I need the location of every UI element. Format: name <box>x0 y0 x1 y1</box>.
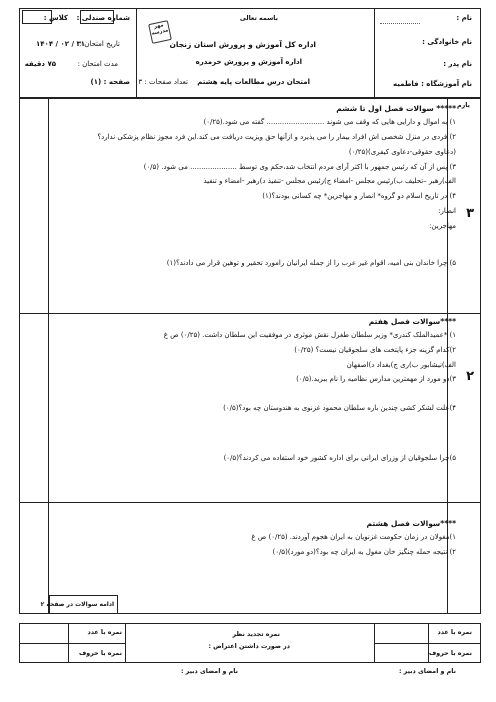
left-margin-divider <box>48 98 49 614</box>
page-label: صفحه : (۱) <box>90 78 130 86</box>
date-label: تاریخ امتحان : <box>79 40 120 48</box>
section2-options: الف)نیشابور ب)ری ج)بغداد د)اصفهان <box>346 361 456 369</box>
exam-title: امتحان درس مطالعات پایه هشتم <box>197 78 310 86</box>
section2-score: ۲ <box>466 369 474 384</box>
org-line2: اداره آموزش و پرورش خرمدره <box>195 58 302 66</box>
section3-heading: ****سوالات فصل هشتم <box>366 519 456 528</box>
section1-line-3: (دعاوی حقوقی-دعاوی کیفری)(۰/۲۵) <box>348 148 456 156</box>
stamp-text: مهر مدرسه <box>151 22 169 37</box>
section1-heading: ***** سوالات فصل اول تا ششم <box>336 104 456 113</box>
section2-line-4: ۴)علت لشکر کشی چندین باره سلطان محمود غزنوی به هندوستان چه بود؟(۰/۵) <box>223 404 456 412</box>
section1-ansar: انصار: <box>438 207 456 215</box>
class-label: کلاس : <box>43 14 68 22</box>
footer-right-sign: نام و امضای دبیر : <box>398 668 456 675</box>
name-label: نام : <box>456 14 472 22</box>
footer-vline-left <box>125 623 126 663</box>
footer-hline-left <box>19 643 125 644</box>
section1-line-4: ۳) پس از آن که رئیس جمهور با اکثر آرای مردم انتخاب شد،حکم وی توسط ..................... می شود. (۰/۵) <box>143 163 456 171</box>
footer-right-score-number: نمره با عدد <box>437 629 472 636</box>
bismillah: باسمه تعالی <box>239 15 278 22</box>
section1-line-1: ۱) به اموال و دارایی هایی که وقف می شوند .......................... گفته می شود.(۰/۲۵) <box>203 118 456 126</box>
duration-label: مدت امتحان : <box>77 60 118 68</box>
header-divider-left <box>136 8 137 98</box>
section2-divider <box>19 502 481 503</box>
section1-line-6: ۵) چرا خاندان بنی امیه، اقوام غیر عرب را از جمله ایرانیان رامورد تحقیر و توهین قرار می دادند؟(۱) <box>166 259 456 267</box>
section2-line-1: ۱) *عمیدالملک کندری* وزیر سلطان طغرل نقش موثری در موفقیت این سلطان داشت. (۰/۲۵) ص غ <box>163 331 456 339</box>
class-box[interactable] <box>22 10 52 24</box>
section3-line-2: ۲) نتیجه حمله چنگیز خان مغول به ایران چه بود؟(دو مورد)(۰/۵) <box>272 548 456 556</box>
section2-heading: ****سوالات فصل هفتم <box>368 317 456 326</box>
org-line1: اداره کل آموزش و پرورش استان زنجان <box>169 40 316 49</box>
score-column-header: بارم <box>457 102 470 109</box>
pages-label: تعداد صفحات : ۳ <box>138 78 188 86</box>
footer-review-note: در صورت داشتن اعتراض : <box>208 643 290 650</box>
footer-vline-left-inner <box>68 623 69 663</box>
section1-options: الف)رهبر –تحلیف ب)رئیس مجلس -امضاء ج)رئیس مجلس -تنفیذ د)رهبر -امضاء و تنفیذ <box>203 177 456 185</box>
section1-score: ۳ <box>466 206 474 221</box>
section1-line-5: ۴) در تاریخ اسلام دو گروه* انصار و مهاجرین* چه کسانی بودند؟(۱) <box>262 192 456 200</box>
section1-line-2: ۲) فردی در منزل شخصی اش افراد بیمار را می پذیرد و ازآنها حق ویزیت دریافت می کند.این فرد مجوز نظام پزشکی ندارد؟ <box>97 133 456 141</box>
section1-divider <box>19 313 481 314</box>
date-value: ۱۴۰۴ / ۰۲ / ۳۱ <box>36 40 86 48</box>
family-label: نام خانوادگی : <box>422 38 472 46</box>
section2-line-5: ۵)چرا سلجوقیان از وزرای ایرانی برای اداره کشور خود استفاده می کردند؟(۰/۵) <box>223 454 456 462</box>
name-field[interactable] <box>380 23 420 24</box>
footer-vline-right <box>374 623 375 663</box>
section3-line-1: ۱)مغولان در زمان حکومت غزنویان به ایران هجوم آوردند. (۰/۲۵) ص غ <box>251 533 456 541</box>
header-divider-right <box>374 8 375 98</box>
footer-left-sign: نام و امضای دبیر : <box>180 668 238 675</box>
father-label: نام پدر : <box>443 60 472 68</box>
footer-right-score-words: نمره با حروف <box>428 650 472 657</box>
student-no-box[interactable] <box>80 10 114 24</box>
footer-left-score-words: نمره با حروف <box>78 650 122 657</box>
school-stamp <box>148 20 172 44</box>
section1-mohajerin: مهاجرین: <box>429 222 456 230</box>
footer-left-score-number: نمره با عدد <box>87 629 122 636</box>
continue-note: ادامه سوالات در صفحه ۲ <box>40 601 114 608</box>
footer-review-title: نمره تجدید نظر <box>232 631 280 638</box>
section2-line-3: ۳)دو مورد از مهمترین مدارس نظامیه را نام ببرید.(۰/۵) <box>296 375 456 383</box>
school-label: نام آموزشگاه : فاطمیه <box>393 80 472 88</box>
student-no-label: شماره صندلی : <box>76 14 130 22</box>
section2-line-2: ۲)کدام گزینه جزء پایتخت های سلجوقیان نیست؟ (۰/۲۵) <box>294 346 456 354</box>
duration-value: ۷۵ دقیقه <box>24 60 56 68</box>
